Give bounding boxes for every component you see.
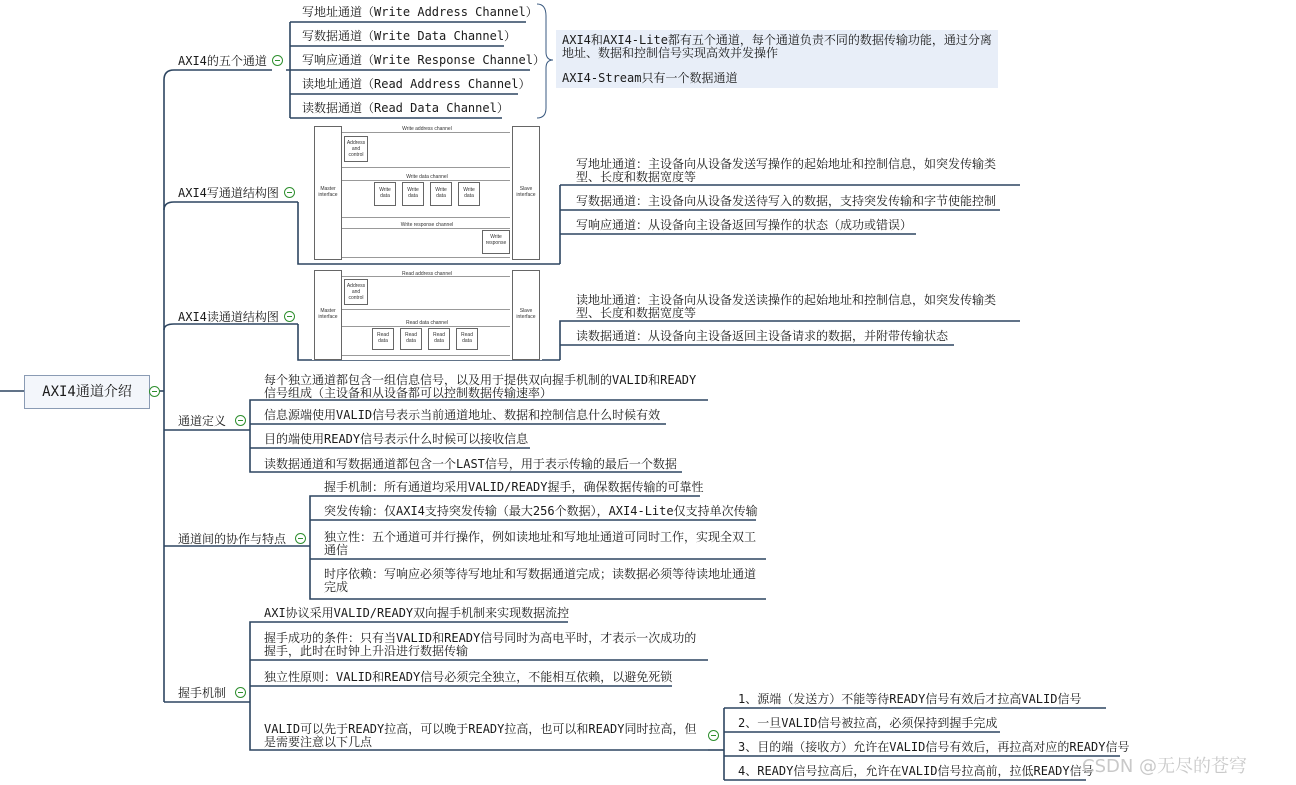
data-box-label: Write data xyxy=(407,187,419,199)
read-data-channel-label: Read data channel xyxy=(406,320,448,326)
slave-interface-label: Slave interface xyxy=(516,186,536,198)
address-box-label: Address and control xyxy=(346,140,366,158)
branch-cooperation[interactable]: 通道间的协作与特点 xyxy=(178,532,287,546)
node-write-address-desc[interactable]: 写地址通道：主设备向从设备发送写操作的起始地址和控制信息，如突发传输类型、长度和数据宽度等 xyxy=(576,157,997,184)
node-handshake-item[interactable]: 独立性原则：VALID和READY信号必须完全独立，不能相互依赖，以避免死锁 xyxy=(264,670,673,684)
node-cooperation-item[interactable]: 独立性：五个通道可并行操作，例如读地址和写地址通道可同时工作，实现全双工通信 xyxy=(324,530,757,557)
read-address-channel-label: Read address channel xyxy=(401,271,453,277)
node-read-address-channel[interactable]: 读地址通道（Read Address Channel） xyxy=(302,77,531,91)
collapse-icon[interactable] xyxy=(295,533,306,544)
data-box-label: Write data xyxy=(435,187,447,199)
master-interface-label: Master interface xyxy=(318,308,338,320)
node-write-response-channel[interactable]: 写响应通道（Write Response Channel） xyxy=(302,53,545,67)
branch-read-diagram[interactable]: AXI4读通道结构图 xyxy=(178,310,279,324)
summary-note xyxy=(556,30,998,88)
node-handshake-rule[interactable]: 2、一旦VALID信号被拉高，必须保持到握手完成 xyxy=(738,716,998,730)
collapse-icon[interactable] xyxy=(708,730,719,741)
node-read-data-channel[interactable]: 读数据通道（Read Data Channel） xyxy=(302,101,509,115)
watermark: CSDN @无尽的苍穹 xyxy=(1082,756,1248,777)
collapse-root-icon[interactable] xyxy=(149,386,160,397)
node-write-data-channel[interactable]: 写数据通道（Write Data Channel） xyxy=(302,29,517,43)
branch-channel-definition[interactable]: 通道定义 xyxy=(178,414,227,428)
write-data-channel-label: Write data channel xyxy=(406,174,448,180)
node-write-address-channel[interactable]: 写地址通道（Write Address Channel） xyxy=(302,5,538,19)
node-cooperation-item[interactable]: 握手机制：所有通道均采用VALID/READY握手，确保数据传输的可靠性 xyxy=(324,480,704,494)
write-data-lane xyxy=(342,180,510,218)
data-box-label: Read data xyxy=(433,332,445,344)
collapse-icon[interactable] xyxy=(235,687,246,698)
data-box-label: Read data xyxy=(377,332,389,344)
write-response-channel-label: Write response channel xyxy=(400,222,454,228)
node-cooperation-item[interactable]: 突发传输：仅AXI4支持突发传输（最大256个数据），AXI4-Lite仅支持单次传输 xyxy=(324,504,758,518)
branch-handshake[interactable]: 握手机制 xyxy=(178,686,227,700)
node-handshake-rule[interactable]: 1、源端（发送方）不能等待READY信号有效后才拉高VALID信号 xyxy=(738,692,1082,706)
write-channel-figure xyxy=(312,124,542,260)
data-box-label: Write data xyxy=(463,187,475,199)
node-read-address-desc[interactable]: 读地址通道：主设备向从设备发送读操作的起始地址和控制信息，如突发传输类型、长度和数据宽度等 xyxy=(576,293,997,320)
node-handshake-item[interactable]: VALID可以先于READY拉高，可以晚于READY拉高，也可以和READY同时拉高，但是需要注意以下几点 xyxy=(264,722,697,749)
node-read-data-desc[interactable]: 读数据通道：从设备向主设备返回主设备请求的数据，并附带传输状态 xyxy=(576,329,949,343)
data-box-label: Write data xyxy=(379,187,391,199)
collapse-icon[interactable] xyxy=(284,311,295,322)
node-definition-item[interactable]: 目的端使用READY信号表示什么时候可以接收信息 xyxy=(264,432,529,446)
branch-write-diagram[interactable]: AXI4写通道结构图 xyxy=(178,186,279,200)
node-definition-item[interactable]: 信息源端使用VALID信号表示当前通道地址、数据和控制信息什么时候有效 xyxy=(264,408,661,422)
master-interface-label: Master interface xyxy=(318,186,338,198)
node-handshake-item[interactable]: AXI协议采用VALID/READY双向握手机制来实现数据流控 xyxy=(264,606,570,620)
node-handshake-item[interactable]: 握手成功的条件：只有当VALID和READY信号同时为高电平时，才表示一次成功的握手，此时在时钟上升沿进行数据传输 xyxy=(264,631,697,658)
node-handshake-rule[interactable]: 4、READY信号拉高后，允许在VALID信号拉高前，拉低READY信号 xyxy=(738,764,1094,778)
branch-five-channels[interactable]: AXI4的五个通道 xyxy=(178,54,267,68)
read-channel-figure xyxy=(312,268,542,360)
note-line: AXI4-Stream只有一个数据通道 xyxy=(562,71,738,85)
collapse-icon[interactable] xyxy=(235,415,246,426)
node-handshake-rule[interactable]: 3、目的端（接收方）允许在VALID信号有效后，再拉高对应的READY信号 xyxy=(738,740,1130,754)
read-data-lane xyxy=(342,326,510,356)
address-box-label: Address and control xyxy=(346,283,366,301)
collapse-icon[interactable] xyxy=(272,55,283,66)
data-box-label: Read data xyxy=(405,332,417,344)
write-address-channel-label: Write address channel xyxy=(402,126,452,132)
response-box-label: Write response xyxy=(485,234,507,246)
node-write-data-desc[interactable]: 写数据通道：主设备向从设备发送待写入的数据，支持突发传输和字节使能控制 xyxy=(576,194,997,208)
note-line: AXI4和AXI4-Lite都有五个通道，每个通道负责不同的数据传输功能，通过分离地址、数据和控制信号实现高效并发操作 xyxy=(562,33,992,60)
node-write-response-desc[interactable]: 写响应通道：从设备向主设备返回写操作的状态（成功或错误） xyxy=(576,218,913,232)
collapse-icon[interactable] xyxy=(284,187,295,198)
node-definition-item[interactable]: 每个独立通道都包含一组信息信号，以及用于提供双向握手机制的VALID和READY信号组成（主设备和从设备都可以控制数据传输速率） xyxy=(264,373,697,400)
data-box-label: Read data xyxy=(461,332,473,344)
node-cooperation-item[interactable]: 时序依赖：写响应必须等待写地址和写数据通道完成；读数据必须等待读地址通道完成 xyxy=(324,567,757,594)
slave-interface-label: Slave interface xyxy=(516,308,536,320)
node-definition-item[interactable]: 读数据通道和写数据通道都包含一个LAST信号，用于表示传输的最后一个数据 xyxy=(264,457,677,471)
root-node[interactable]: AXI4通道介绍 xyxy=(24,375,150,409)
